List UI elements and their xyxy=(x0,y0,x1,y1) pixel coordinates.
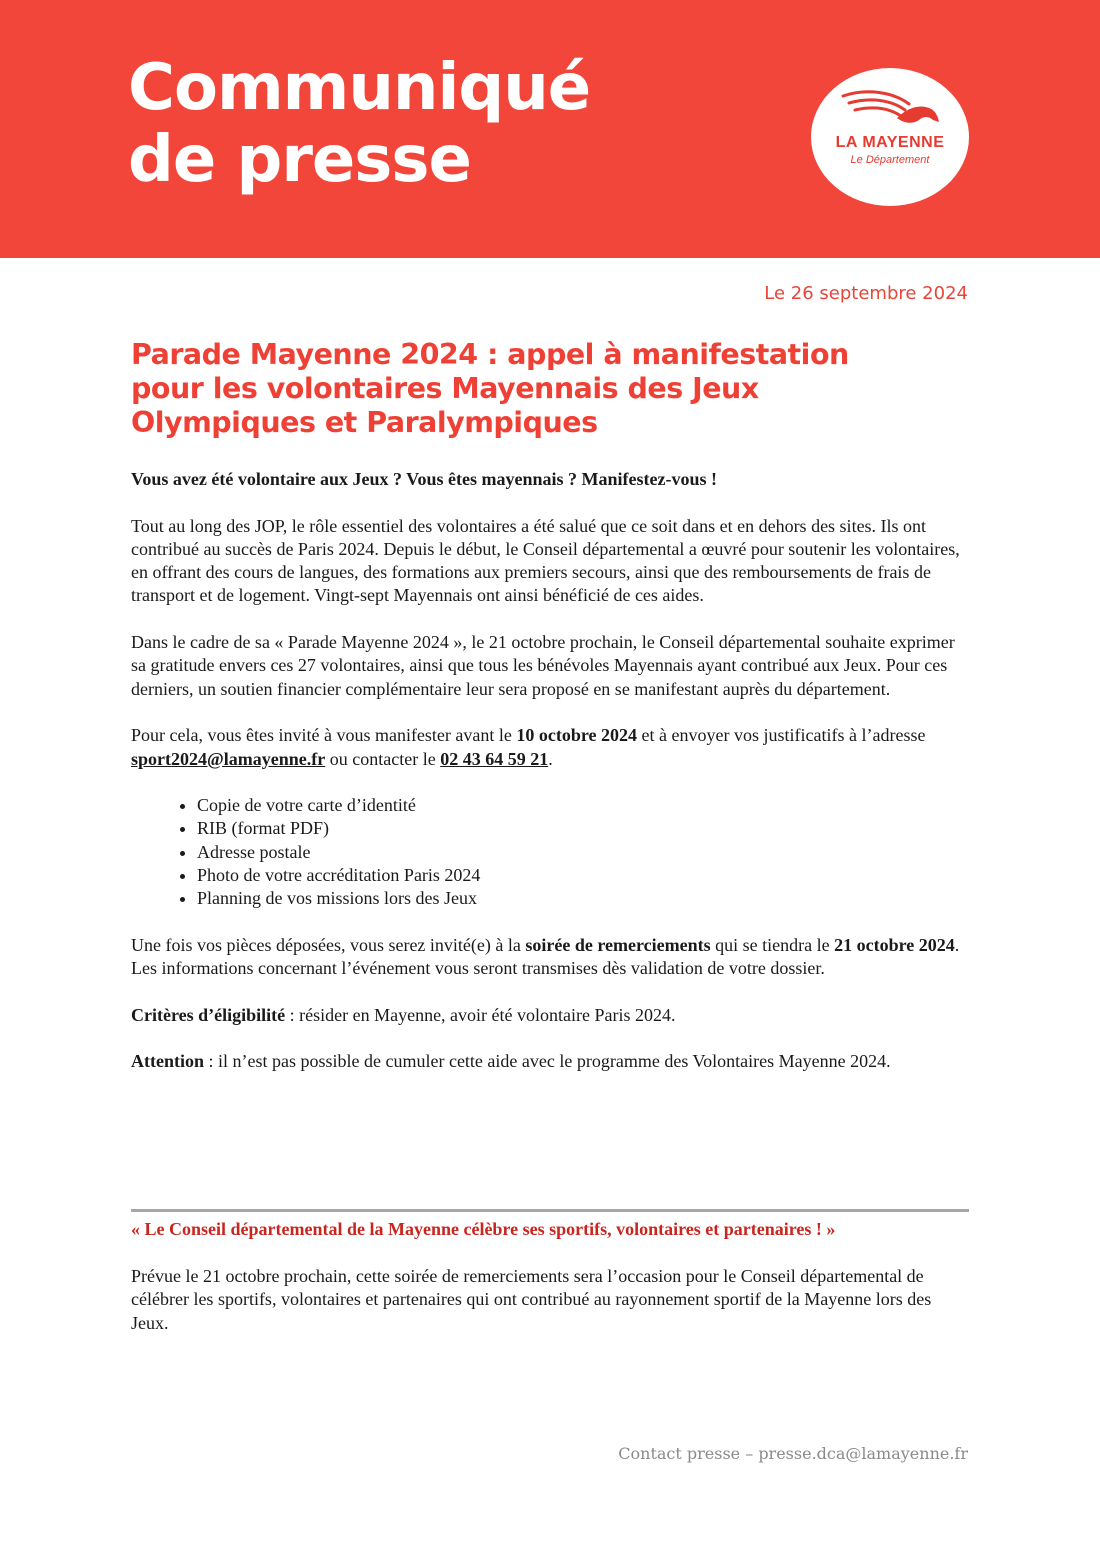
document-type-title xyxy=(128,52,590,196)
email-link[interactable]: sport2024@lamayenne.fr xyxy=(131,748,326,769)
list-item: • Photo de votre accréditation Paris 2024 xyxy=(197,864,971,887)
la-mayenne-logo xyxy=(811,68,969,206)
closing-section xyxy=(131,1265,971,1335)
publication-date: Le 26 septembre 2024 xyxy=(764,283,968,304)
header-banner xyxy=(0,0,1100,258)
lede: Vous avez été volontaire aux Jeux ? Vous êtes mayennais ? Manifestez-vous ! xyxy=(131,469,717,489)
paragraph-4 xyxy=(131,934,971,981)
headline-line-1: Parade Mayenne 2024 : appel à manifestation xyxy=(131,338,849,371)
headline xyxy=(131,338,971,440)
logo-name: LA MAYENNE xyxy=(835,134,945,151)
paragraph-3-text-1: Pour cela, vous êtes invité à vous manifester avant le xyxy=(131,725,517,746)
eligibility-criteria xyxy=(131,1004,971,1027)
paragraph-2: Dans le cadre de sa « Parade Mayenne 2024 », le 21 octobre prochain, le Conseil départemental souhaite exprimer sa gratitude envers ces 27 volontaires, ainsi que tous les bénévoles Mayennais ayant contribué aux Jeux. Pour ces derniers, un soutien financier complémentaire leur sera proposé en se manifestant auprès du département. xyxy=(131,632,955,699)
criteria-text: : résider en Mayenne, avoir été volontaire Paris 2024. xyxy=(285,1004,676,1025)
required-documents-list xyxy=(131,794,971,910)
event-name: soirée de remerciements xyxy=(525,934,711,955)
paragraph-3 xyxy=(131,724,971,771)
list-item: • Planning de vos missions lors des Jeux xyxy=(197,887,971,910)
paragraph-3-text-4: . xyxy=(548,748,553,769)
title-line-2: de presse xyxy=(128,123,471,197)
logo-subtitle: Le Département xyxy=(850,154,930,166)
paragraph-3-text-2: et à envoyer vos justificatifs à l’adresse xyxy=(637,725,926,746)
closing-paragraph: Prévue le 21 octobre prochain, cette soirée de remerciements sera l’occasion pour le Conseil départemental de célébrer les sportifs, volontaires et partenaires qui ont contribué au rayonnement sportif de la Mayenne lors des Jeux. xyxy=(131,1266,932,1333)
paragraph-4-text-3: . Les informations concernant l’événement vous seront transmises dès validation de votre dossier. xyxy=(131,934,960,979)
paragraph-4-text-2: qui se tiendra le xyxy=(710,934,835,955)
paragraph-4-text-1: Une fois vos pièces déposées, vous serez invité(e) à la xyxy=(131,934,526,955)
highlight-quote: « Le Conseil départemental de la Mayenne célèbre ses sportifs, volontaires et partenaires ! » xyxy=(131,1219,836,1239)
headline-line-2: pour les volontaires Mayennais des Jeux xyxy=(131,372,759,405)
paragraph-1: Tout au long des JOP, le rôle essentiel des volontaires a été salué que ce soit dans et en dehors des sites. Ils ont contribué au succès de Paris 2024. Depuis le début, le Conseil départemental a œuvré pour soutenir les volontaires, en offrant des cours de langues, des formations aux premiers secours, ainsi que des remboursements de frais de transport et de logement. Vingt-sept Mayennais ont ainsi bénéficié de ces aides. xyxy=(131,515,960,606)
list-item: • RIB (format PDF) xyxy=(197,817,971,840)
criteria-label: Critères d’éligibilité xyxy=(131,1004,286,1025)
section-divider xyxy=(131,1209,969,1212)
attention-label: Attention xyxy=(131,1051,204,1072)
phone-link[interactable]: 02 43 64 59 21 xyxy=(440,748,549,769)
deadline-date: 10 octobre 2024 xyxy=(516,725,638,746)
press-contact: Contact presse – presse.dca@lamayenne.fr xyxy=(618,1444,968,1463)
title-line-1: Communiqué xyxy=(128,51,591,125)
headline-line-3: Olympiques et Paralympiques xyxy=(131,406,598,439)
attention-note xyxy=(131,1050,971,1073)
article-body xyxy=(131,468,971,1097)
event-date: 21 octobre 2024 xyxy=(834,934,955,955)
attention-text: : il n’est pas possible de cumuler cette aide avec le programme des Volontaires Mayenne 2024. xyxy=(204,1051,891,1072)
list-item: • Adresse postale xyxy=(197,841,971,864)
paragraph-3-text-3: ou contacter le xyxy=(325,748,441,769)
list-item: • Copie de votre carte d’identité xyxy=(197,794,971,817)
winged-horse-logo-icon xyxy=(837,86,943,130)
